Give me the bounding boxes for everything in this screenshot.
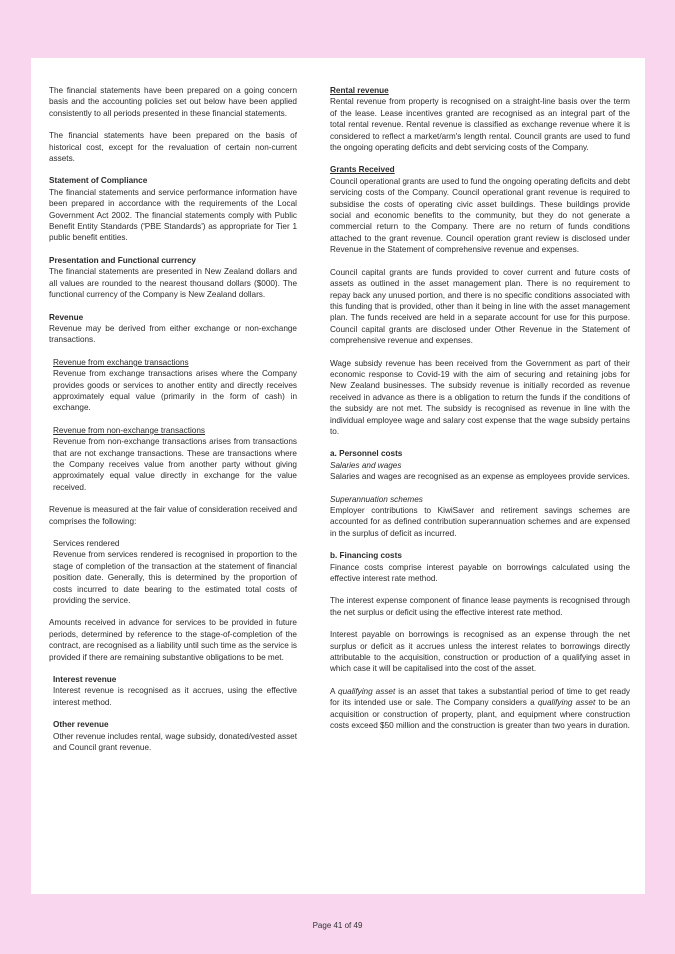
superannuation-text: Employer contributions to KiwiSaver and retirement savings schemes are accounted for as defined contribution superannuation schemes and are expensed in the surplus of deficit as incurred.: [330, 506, 630, 538]
qa-term-2: qualifying asset: [537, 698, 596, 708]
financing-section: [330, 550, 630, 584]
personnel-section: [330, 448, 630, 482]
grants-text: Council operational grants are used to fund the ongoing operating deficits and debt servicing costs of the Company. Council operational grant revenue is required to subsidise the costs of operating civic asset buildings. These buildings provide social and economic benefits to the community, but they do not generate a commercial return to the Company. There are no return of funds conditions attached to the grant revenue. Council operation grant review is disclosed under Revenue in the Statement of comprehensive revenue and expenses.: [330, 176, 630, 255]
lease-interest-text: The interest expense component of finance lease payments is recognised through the net surplus or deficit using the effective interest rate method.: [330, 596, 630, 617]
other-revenue-section: [53, 719, 297, 753]
revenue-section: [49, 312, 297, 346]
compliance-heading: Statement of Compliance: [49, 176, 148, 186]
interest-text: Interest revenue is recognised as it accrues, using the effective interest method.: [53, 686, 297, 707]
services-text: Revenue from services rendered is recognised in proportion to the stage of completion of the transaction at the statement of financial position date. Generally, this is determined by the proportion of costs incurred to date bearing to the estimated total costs of providing the service.: [53, 550, 297, 606]
compliance-section: [49, 175, 297, 243]
nonexchange-text: Revenue from non-exchange transactions arises from transactions that are not exchange transactions. These are transactions where the Company receives value from another party without giving approximately equal value directly in exchange for the value received.: [53, 437, 297, 492]
rental-heading: Rental revenue: [330, 86, 389, 95]
exchange-text: Revenue from exchange transactions arises where the Company provides goods or services to another entity and directly receives approximately equal value (primarily in the form of cash) in exchange.: [53, 369, 297, 413]
measured-text: Revenue is measured at the fair value of consideration received and comprises the following:: [49, 505, 297, 526]
presentation-section: [49, 255, 297, 301]
financing-heading: b. Financing costs: [330, 551, 402, 561]
superannuation-heading: Superannuation schemes: [330, 494, 423, 504]
qa-part-5: to be an acquisition or construction of property, plant, and equipment where construction costs exceed $50 million and the construction is greater than two years in duration.: [330, 698, 631, 731]
other-revenue-heading: Other revenue: [53, 720, 109, 730]
grants-section: [330, 164, 630, 255]
exchange-heading: Revenue from exchange transactions: [53, 357, 189, 367]
wage-subsidy-text: Wage subsidy revenue has been received from the Government as part of their economic response to Covid-19 with the aim of securing and retaining jobs for New Zealand businesses. The subsidy revenue is initially recorded as revenue received in advance as there is a obligation to return the funds if the conditions of the subsidy are not met. The subsidy is recognised as revenue in line with the individual employee wage and salary cost expense that the wage subsidy pertains to.: [330, 358, 630, 436]
services-section: [53, 538, 297, 606]
qa-part-1: A: [330, 686, 339, 696]
grants-heading: Grants Received: [330, 165, 395, 175]
qa-term-1: qualifying asset: [338, 686, 396, 696]
financing-text: Finance costs comprise interest payable on borrowings calculated using the effective interest rate method.: [330, 562, 630, 584]
other-revenue-text: Other revenue includes rental, wage subsidy, donated/vested asset and Council grant revenue.: [53, 731, 297, 753]
page-number: Page 41 of 49: [312, 921, 363, 930]
right-column: [330, 85, 630, 743]
going-concern-paragraph: The financial statements have been prepared on a going concern basis and the accounting policies set out below have been applied consistently to all periods presented in these financial statements.: [49, 86, 297, 118]
nonexchange-heading: Revenue from non-exchange transactions: [53, 425, 206, 435]
revenue-text: Revenue may be derived from either exchange or non-exchange transactions.: [49, 323, 297, 345]
historical-cost-paragraph: The financial statements have been prepared on the basis of historical cost, except for the revaluation of certain non-current assets.: [49, 131, 297, 164]
left-column: [49, 85, 297, 765]
document-page: [31, 58, 645, 894]
compliance-text: The financial statements and service performance information have been prepared in accordance with the requirements of the Local Government Act 2002. The financial statements comply with Public Benefit Entity Standards ('PBE Standards') as appropriate for Tier 1 public benefit entities.: [49, 187, 297, 243]
presentation-text: The financial statements are presented in New Zealand dollars and all values are rounded to the nearest thousand dollars ($000). The functional currency of the Company is New Zealand dollars.: [49, 267, 297, 300]
qualifying-asset-text: [330, 686, 630, 732]
capital-grants-text: Council capital grants are funds provided to cover current and future costs of assets as outlined in the asset management plan. There is no requirement to repay back any unused portion, and there is no specific conditions associated with this funding that is provided, other than it being in line with the asset management plan. The funds received are held in a separate account for use for this purpose. Council capital grants are disclosed under Other Revenue in the Statement of comprehensive revenue and expenses.: [330, 267, 630, 346]
interest-section: [53, 674, 297, 708]
revenue-heading: Revenue: [49, 312, 84, 322]
exchange-section: [53, 357, 297, 414]
nonexchange-section: [53, 425, 297, 493]
salaries-text: Salaries and wages are recognised as an expense as employees provide services.: [330, 472, 630, 482]
services-heading: Services rendered: [53, 539, 120, 548]
rental-section: [330, 85, 630, 153]
borrowings-text: Interest payable on borrowings is recognised as an expense through the net surplus or deficit as it accrues unless the interest relates to borrowings directly attributable to the acquisition, construction or production of a qualifying asset in which case it will be capitalised into the cost of the asset.: [330, 630, 630, 674]
salaries-heading: Salaries and wages: [330, 460, 402, 470]
presentation-heading: Presentation and Functional currency: [49, 255, 196, 265]
rental-text: Rental revenue from property is recognised on a straight-line basis over the term of the lease. Lease incentives granted are recognised as an integral part of the total rental revenue. Rental revenue is classified as exchange revenue where it is considered to reflect a market/arm's length rental. Council grants are used to fund the ongoing operating deficits and debt servicing costs of the Company.: [330, 97, 630, 153]
interest-heading: Interest revenue: [53, 675, 117, 685]
qa-part-3: is an asset that takes a substantial period of time to get ready for its intended use or sale. The Company considers a: [330, 686, 630, 708]
advance-text: Amounts received in advance for services to be provided in future periods, determined by reference to the stage-of-completion of the contract, are recognised as a liability until such time as the service is provided if there are remaining substantive obligations to be met.: [49, 618, 298, 662]
superannuation-section: [330, 494, 630, 540]
personnel-heading: a. Personnel costs: [330, 449, 403, 459]
